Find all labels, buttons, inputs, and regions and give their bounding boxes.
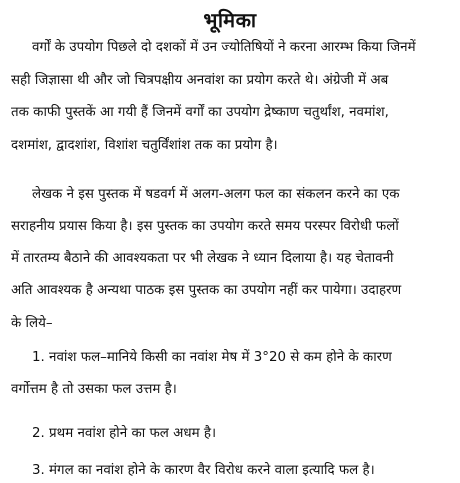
text-line: सराहनीय प्रयास किया है। इस पुस्तक का उपयोग करते समय परस्पर विरोधी फलों [11, 219, 399, 234]
page-title: भूमिका [203, 8, 257, 32]
text-line: वर्गों के उपयोग पिछले दो दशकों में उन ज्योतिषियों ने करना आरम्भ किया जिनमें [32, 40, 416, 55]
text-line: 1. नवांश फल–मानिये किसी का नवांश मेष में 3°20 से कम होने के कारण [32, 350, 392, 365]
text-line: 3. मंगल का नवांश होने के कारण वैर विरोध करने वाला इत्यादि फल है। [32, 463, 375, 478]
text-line: के लिये– [11, 316, 53, 331]
text-line: अति आवश्यक है अन्यथा पाठक इस पुस्तक का उपयोग नहीं कर पायेगा। उदाहरण [11, 283, 402, 298]
text-line: वर्गोत्तम है तो उसका फल उत्तम है। [11, 382, 177, 397]
text-line: में तारतम्य बैठाने की आवश्यकता पर भी लेखक ने ध्यान दिलाया है। यह चेतावनी [11, 251, 394, 266]
text-line: 2. प्रथम नवांश होने का फल अधम है। [32, 426, 217, 441]
text-line: तक काफी पुस्तकें आ गयी हैं जिनमें वर्गों का उपयोग द्रेष्काण चतुर्थांश, नवमांश, [11, 105, 389, 120]
text-line: लेखक ने इस पुस्तक में षडवर्ग में अलग-अलग फल का संकलन करने का एक [32, 187, 400, 202]
text-line: सही जिज्ञासा थी और जो चित्रपक्षीय अनवांश का प्रयोग करते थे। अंग्रेजी में अब [11, 73, 389, 88]
text-line: दशमांश, द्वादशांश, विशांश चतुर्विंशांश तक का प्रयोग है। [11, 138, 278, 153]
